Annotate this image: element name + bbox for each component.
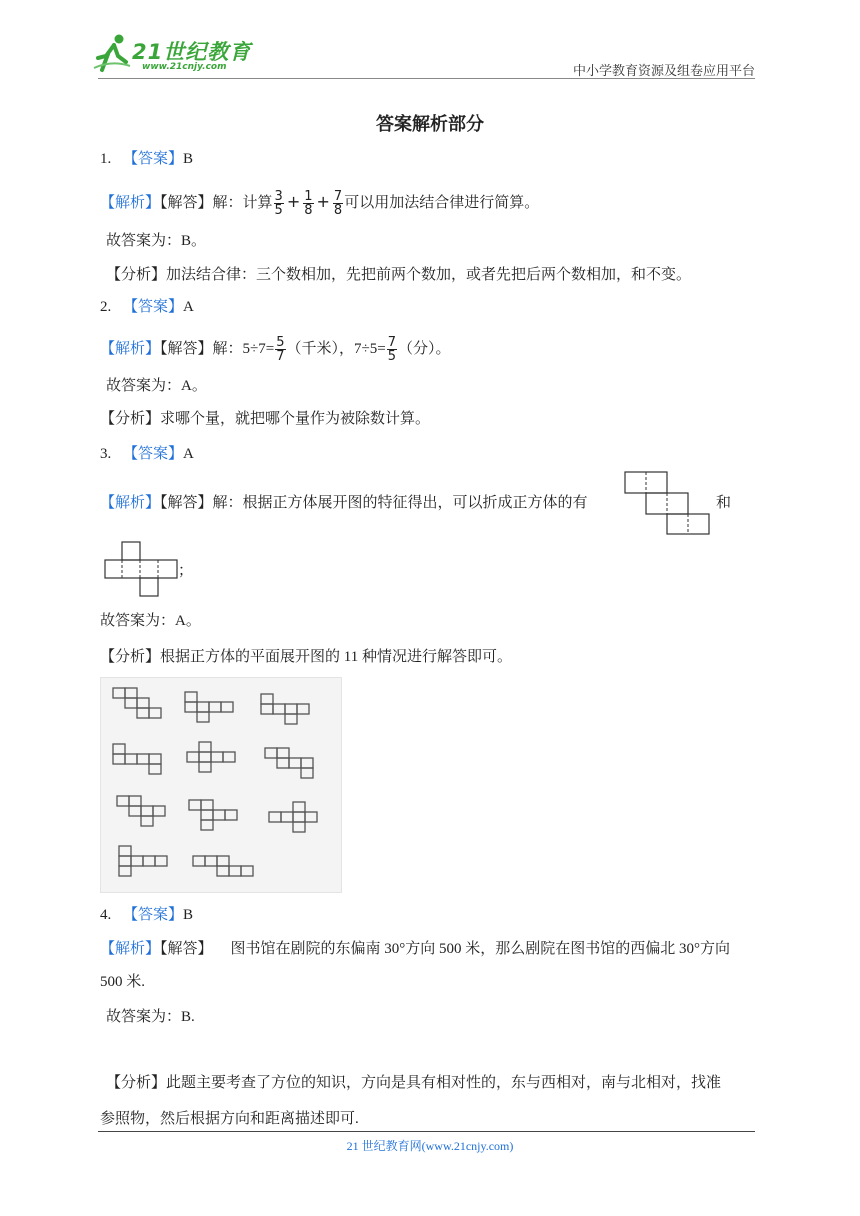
q3-analysis-line: [100, 648, 512, 666]
net-10: [119, 846, 167, 876]
numerator: 3: [274, 189, 283, 204]
q4-conclusion: 故答案为：B.: [106, 1009, 195, 1025]
denominator: 5: [274, 203, 283, 218]
q4-solve-text-1: 图书馆在剧院的东偏南 30°方向 500 米，那么剧院在图书馆的西偏北 30°方向: [230, 941, 731, 957]
q2-analysis-line: [100, 410, 430, 428]
answer-tag: 【答案】: [123, 151, 184, 167]
q1-solution-line: [100, 190, 539, 217]
cube-net-staircase-figure: [622, 470, 712, 536]
q2-fraction-2: [387, 336, 397, 363]
answer-tag: 【答案】: [123, 299, 184, 315]
net-4: [113, 744, 161, 774]
net-11: [193, 856, 253, 876]
answer-tag: 【答案】: [123, 446, 184, 462]
cube-net-cross-figure: [103, 540, 185, 602]
net-2: [185, 692, 233, 722]
q3-semicolon: ；: [178, 563, 194, 579]
denominator: 7: [276, 349, 285, 364]
q4-number: 4.: [100, 907, 112, 923]
q4-solution-line-1: [100, 940, 730, 958]
q1-solve-prefix: 解：计算: [212, 194, 273, 211]
solve-tag: 【解答】: [160, 495, 213, 511]
q4-analysis-line-2: 参照物，然后根据方向和距离描述即可.: [100, 1111, 359, 1127]
q4-answer: B: [183, 907, 194, 923]
header-divider: [98, 78, 755, 79]
numerator: 1: [304, 189, 313, 204]
denominator: 8: [333, 203, 343, 218]
analysis-tag: 【解析】: [100, 340, 161, 357]
q1-conclusion: 故答案为：B。: [106, 233, 207, 249]
solve-tag: 【解答】: [160, 340, 213, 357]
net-1: [113, 688, 161, 718]
logo: [92, 32, 262, 78]
net-9: [269, 802, 317, 832]
q3-solution-line: [100, 494, 588, 512]
q3-fenxi-text: 根据正方体的平面展开图的 11 种情况进行解答即可。: [160, 649, 512, 665]
q3-and: 和: [716, 495, 732, 511]
q4-answer-line: [100, 906, 193, 924]
numerator: 7: [387, 335, 396, 350]
analysis-tag: 【解析】: [100, 495, 161, 511]
q1-analysis-line: [106, 266, 691, 284]
q2-conclusion: 故答案为：A。: [106, 378, 207, 394]
q1-solve-suffix: 可以用加法结合律进行简算。: [344, 194, 540, 211]
q2-number: 2.: [100, 299, 112, 315]
numerator: 7: [333, 189, 343, 204]
numerator: 5: [276, 335, 285, 350]
solve-tag: 【解答】: [160, 194, 213, 211]
q1-fraction-3: [333, 190, 343, 217]
platform-name: 中小学教育资源及组卷应用平台: [572, 63, 755, 78]
fenxi-tag: 【分析】: [100, 411, 161, 427]
denominator: 8: [304, 203, 313, 218]
analysis-tag: 【解析】: [100, 941, 161, 957]
q2-solution-line: [100, 336, 451, 363]
footer-text: 21 世纪教育网(www.21cnjy.com): [346, 1139, 514, 1153]
plus-sign: +: [316, 191, 330, 211]
solve-tag: 【解答】: [160, 941, 213, 957]
fenxi-tag: 【分析】: [106, 1075, 167, 1091]
q2-answer: A: [183, 299, 194, 315]
logo-url-text: www.21cnjy.com: [142, 62, 227, 72]
logo-main-text: 21世纪教育: [132, 40, 252, 64]
page-title: 答案解析部分: [376, 114, 484, 135]
q1-fraction-2: [303, 190, 313, 217]
q1-answer-line: [100, 150, 193, 168]
fenxi-tag: 【分析】: [106, 267, 167, 283]
answer-tag: 【答案】: [123, 907, 184, 923]
eleven-cube-nets-figure: [100, 677, 342, 893]
plus-sign: +: [286, 191, 301, 211]
q2-answer-line: [100, 298, 194, 316]
q4-analysis-line-1: [106, 1074, 721, 1092]
net-3: [261, 694, 309, 724]
net-8: [189, 800, 237, 830]
denominator: 5: [387, 349, 396, 364]
fenxi-tag: 【分析】: [100, 649, 161, 665]
q3-answer: A: [183, 446, 194, 462]
q3-solve-text: 解：根据正方体展开图的特征得出，可以折成正方体的有: [212, 495, 588, 511]
q2-expression-3: （分）。: [398, 340, 451, 357]
q1-number: 1.: [100, 151, 112, 167]
runner-logo-icon: [92, 32, 132, 76]
q3-conclusion: 故答案为：A。: [100, 613, 201, 629]
net-6: [265, 748, 313, 778]
cube-nets-drawing: [101, 678, 341, 892]
footer-divider: [98, 1131, 755, 1132]
q2-fraction-1: [275, 336, 285, 363]
q2-expression-1: 解：5÷7=: [212, 340, 275, 357]
q4-fenxi-text-1: 此题主要考查了方位的知识，方向是具有相对性的，东与西相对，南与北相对，找准: [166, 1075, 722, 1091]
analysis-tag: 【解析】: [100, 194, 161, 211]
q1-fenxi-text: 加法结合律：三个数相加，先把前两个数加，或者先把后两个数相加，和不变。: [166, 267, 692, 283]
q1-fraction-1: [274, 190, 284, 217]
q3-answer-line: [100, 445, 194, 463]
net-7: [117, 796, 165, 826]
q3-number: 3.: [100, 446, 112, 462]
q2-fenxi-text: 求哪个量，就把哪个量作为被除数计算。: [160, 411, 431, 427]
net-5: [187, 742, 235, 772]
q1-answer: B: [183, 151, 194, 167]
q2-expression-2: （千米），7÷5=: [286, 340, 386, 357]
q4-solution-line-2: 500 米.: [100, 974, 146, 990]
